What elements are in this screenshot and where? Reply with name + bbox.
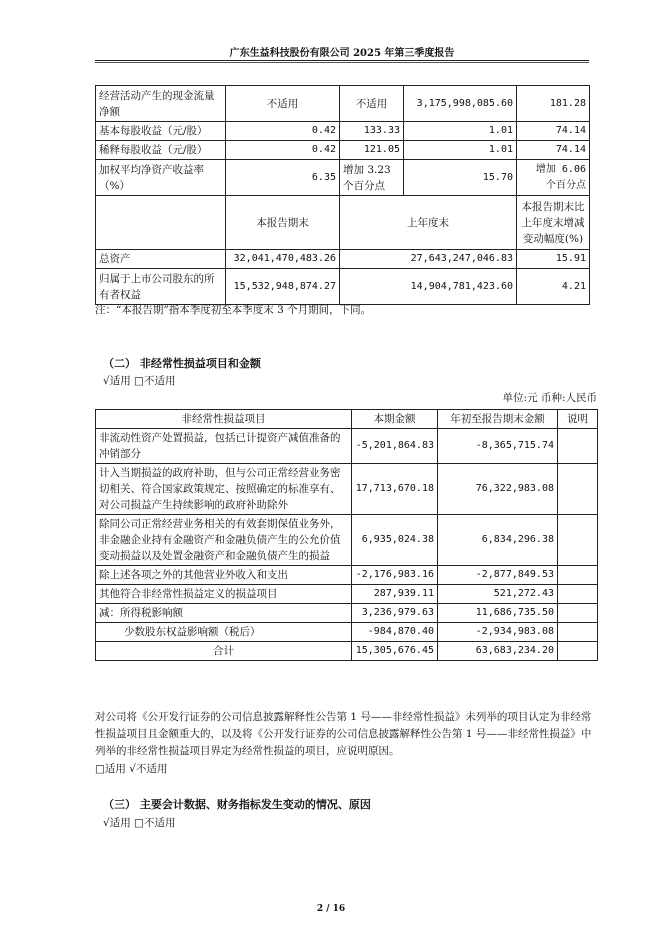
table-row (96, 623, 598, 642)
row-label: 稀释每股收益（元/股） (96, 141, 226, 160)
cell (558, 585, 598, 604)
item-label: 其他符合非经常性损益定义的损益项目 (96, 585, 352, 604)
table-row (96, 604, 598, 623)
cell (558, 515, 598, 566)
column-header: 本报告期末比上年度末增减变动幅度(%) (517, 196, 590, 250)
cell: 14,904,781,423.60 (340, 269, 517, 305)
item-label: 非流动性资产处置损益，包括已计提资产减值准备的冲销部分 (96, 429, 352, 464)
cell: 15.91 (517, 250, 590, 269)
column-header: 本期金额 (352, 410, 438, 429)
cell (558, 604, 598, 623)
section-title: （二） 非经常性损益项目和金额 (103, 357, 261, 370)
key-financial-table (95, 85, 590, 305)
cell: 27,643,247,046.83 (340, 250, 517, 269)
applicability-checkbox: √适用 □不适用 (103, 375, 176, 387)
cell: 17,713,670.18 (352, 464, 438, 515)
header-rule-thin (95, 62, 589, 63)
cell: 3,175,998,085.60 (404, 86, 517, 122)
table-row (96, 429, 598, 464)
page-number: 2 / 16 (316, 904, 346, 914)
cell: 不适用 (226, 86, 340, 122)
cell: 1.01 (404, 141, 517, 160)
cell: -2,176,983.16 (352, 566, 438, 585)
cell: 521,272.43 (438, 585, 558, 604)
cell: -2,934,983.08 (438, 623, 558, 642)
cell (558, 623, 598, 642)
cell: 1.01 (404, 122, 517, 141)
cell: 增加 3.23 个百分点 (340, 160, 404, 196)
cell (558, 464, 598, 515)
header-rule (95, 60, 589, 61)
table-row (96, 566, 598, 585)
item-label: 计入当期损益的政府补助，但与公司正常经营业务密切相关、符合国家政策规定、按照确定的标准享有、对公司损益产生持续影响的政府补助除外 (96, 464, 352, 515)
row-label: 归属于上市公司股东的所有者权益 (96, 269, 226, 305)
table-row (96, 160, 590, 196)
cell: -2,877,849.53 (438, 566, 558, 585)
cell: 74.14 (517, 141, 590, 160)
cell: 增加 6.06 个百分点 (517, 160, 590, 196)
cell (558, 642, 598, 661)
cell: 15.70 (404, 160, 517, 196)
row-label: 加权平均净资产收益率（%） (96, 160, 226, 196)
cell: 不适用 (340, 86, 404, 122)
item-label: 减：所得税影响额 (96, 604, 352, 623)
cell (558, 429, 598, 464)
table-header-row (96, 410, 598, 429)
table-row (96, 515, 598, 566)
empty-cell (96, 196, 226, 250)
item-label: 除同公司正常经营业务相关的有效套期保值业务外，非金融企业持有金融资产和金融负债产生的公允价值变动损益以及处置金融资产和金融负债产生的损益 (96, 515, 352, 566)
applicability-checkbox-2: □适用 √不适用 (95, 763, 168, 775)
cell: 15,305,676.45 (352, 642, 438, 661)
cell: 11,686,735.50 (438, 604, 558, 623)
cell: -5,201,864.83 (352, 429, 438, 464)
cell: 6,935,024.38 (352, 515, 438, 566)
column-header: 说明 (558, 410, 598, 429)
table-row (96, 122, 590, 141)
cell: 121.05 (340, 141, 404, 160)
column-header: 年初至报告期末金额 (438, 410, 558, 429)
cell: 287,939.11 (352, 585, 438, 604)
page-header: 广东生益科技股份有限公司 2025 年第三季度报告 (229, 48, 455, 59)
item-label: 合计 (96, 642, 352, 661)
cell: -984,870.40 (352, 623, 438, 642)
cell: 76,322,983.08 (438, 464, 558, 515)
table-row (96, 269, 590, 305)
cell: 181.28 (517, 86, 590, 122)
unit-label: 单位:元 币种:人民币 (502, 392, 597, 404)
table-row (96, 141, 590, 160)
non-recurring-items-table (95, 409, 598, 661)
table-subheader-row (96, 196, 590, 250)
cell: 15,532,948,874.27 (226, 269, 340, 305)
cell (558, 566, 598, 585)
row-label: 基本每股收益（元/股） (96, 122, 226, 141)
cell: 0.42 (226, 141, 340, 160)
table-total-row (96, 642, 598, 661)
cell: 6,834,296.38 (438, 515, 558, 566)
cell: 6.35 (226, 160, 340, 196)
cell: 32,041,470,483.26 (226, 250, 340, 269)
item-label: 除上述各项之外的其他营业外收入和支出 (96, 566, 352, 585)
item-label: 少数股东权益影响额（税后） (96, 623, 352, 642)
cell: -8,365,715.74 (438, 429, 558, 464)
applicability-checkbox-3: √适用 □不适用 (103, 817, 176, 829)
cell: 133.33 (340, 122, 404, 141)
cell: 74.14 (517, 122, 590, 141)
column-header: 本报告期末 (226, 196, 340, 250)
column-header: 上年度末 (340, 196, 517, 250)
explanation-paragraph: 对公司将《公开发行证券的公司信息披露解释性公告第 1 号——非经常性损益》未列举的项目认定为非经常性损益项目且金额重大的，以及将《公开发行证券的公司信息披露解释性公告第 1 号——非经常性损益》中列举的非经常性损益项目界定为经常性损益的项目，应说明原因。 (95, 711, 592, 757)
table-row (96, 86, 590, 122)
row-label: 经营活动产生的现金流量净额 (96, 86, 226, 122)
cell: 4.21 (517, 269, 590, 305)
cell: 0.42 (226, 122, 340, 141)
table-row (96, 464, 598, 515)
section-title-3: （三） 主要会计数据、财务指标发生变动的情况、原因 (103, 798, 371, 811)
table-row (96, 585, 598, 604)
table-note: 注：“本报告期”指本季度初至本季度末 3 个月期间，下同。 (95, 304, 372, 316)
cell: 3,236,979.63 (352, 604, 438, 623)
column-header: 非经常性损益项目 (96, 410, 352, 429)
table-row (96, 250, 590, 269)
cell: 63,683,234.20 (438, 642, 558, 661)
row-label: 总资产 (96, 250, 226, 269)
